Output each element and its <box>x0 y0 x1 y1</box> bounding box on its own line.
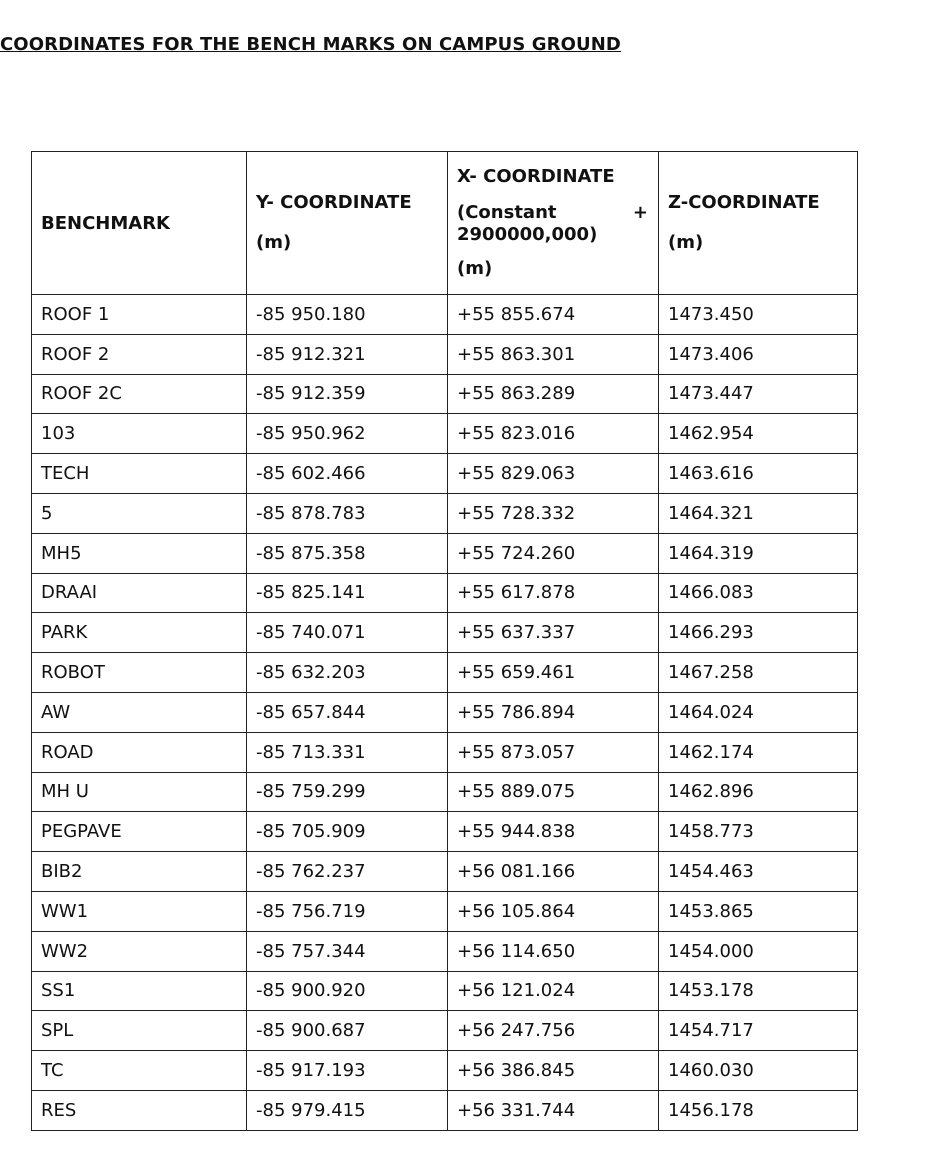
table-row <box>32 772 858 812</box>
table-row <box>32 931 858 971</box>
cell-y-coordinate: -85 632.203 <box>247 653 448 693</box>
cell-x-coordinate: +55 863.289 <box>448 374 659 414</box>
cell-y-coordinate: -85 657.844 <box>247 692 448 732</box>
cell-y-coordinate: -85 875.358 <box>247 533 448 573</box>
cell-z-coordinate: 1464.321 <box>659 493 858 533</box>
table-row <box>32 692 858 732</box>
cell-z-coordinate: 1464.319 <box>659 533 858 573</box>
table-row <box>32 493 858 533</box>
header-z-coordinate: Z-COORDINATE (m) <box>659 152 858 295</box>
cell-x-coordinate: +55 873.057 <box>448 732 659 772</box>
table-row <box>32 971 858 1011</box>
cell-y-coordinate: -85 900.687 <box>247 1011 448 1051</box>
cell-z-coordinate: 1454.717 <box>659 1011 858 1051</box>
cell-x-coordinate: +56 081.166 <box>448 852 659 892</box>
cell-z-coordinate: 1454.000 <box>659 931 858 971</box>
cell-benchmark: WW2 <box>32 931 247 971</box>
header-x-coordinate: X- COORDINATE (Constant + 2900000,000) (m) <box>448 152 659 295</box>
cell-benchmark: ROOF 1 <box>32 295 247 335</box>
cell-x-coordinate: +55 786.894 <box>448 692 659 732</box>
table-row <box>32 1051 858 1091</box>
table-row <box>32 573 858 613</box>
cell-x-coordinate: +55 617.878 <box>448 573 659 613</box>
cell-benchmark: RES <box>32 1090 247 1130</box>
cell-x-coordinate: +55 889.075 <box>448 772 659 812</box>
cell-z-coordinate: 1462.896 <box>659 772 858 812</box>
cell-y-coordinate: -85 713.331 <box>247 732 448 772</box>
cell-z-coordinate: 1462.174 <box>659 732 858 772</box>
cell-x-coordinate: +55 855.674 <box>448 295 659 335</box>
cell-y-coordinate: -85 950.180 <box>247 295 448 335</box>
cell-benchmark: MH U <box>32 772 247 812</box>
cell-benchmark: SPL <box>32 1011 247 1051</box>
cell-benchmark: AW <box>32 692 247 732</box>
cell-benchmark: TC <box>32 1051 247 1091</box>
cell-y-coordinate: -85 950.962 <box>247 414 448 454</box>
document-title: COORDINATES FOR THE BENCH MARKS ON CAMPUS GROUND <box>0 34 621 55</box>
cell-z-coordinate: 1473.447 <box>659 374 858 414</box>
cell-x-coordinate: +56 105.864 <box>448 891 659 931</box>
table-row <box>32 533 858 573</box>
cell-benchmark: PEGPAVE <box>32 812 247 852</box>
cell-benchmark: 5 <box>32 493 247 533</box>
cell-y-coordinate: -85 740.071 <box>247 613 448 653</box>
cell-y-coordinate: -85 705.909 <box>247 812 448 852</box>
cell-benchmark: SS1 <box>32 971 247 1011</box>
table-row <box>32 852 858 892</box>
cell-z-coordinate: 1467.258 <box>659 653 858 693</box>
cell-y-coordinate: -85 825.141 <box>247 573 448 613</box>
cell-x-coordinate: +55 944.838 <box>448 812 659 852</box>
cell-z-coordinate: 1466.083 <box>659 573 858 613</box>
cell-x-coordinate: +56 114.650 <box>448 931 659 971</box>
cell-y-coordinate: -85 762.237 <box>247 852 448 892</box>
cell-z-coordinate: 1464.024 <box>659 692 858 732</box>
cell-z-coordinate: 1460.030 <box>659 1051 858 1091</box>
table-row <box>32 1090 858 1130</box>
cell-z-coordinate: 1473.450 <box>659 295 858 335</box>
header-y-coordinate: Y- COORDINATE (m) <box>247 152 448 295</box>
cell-z-coordinate: 1473.406 <box>659 334 858 374</box>
cell-benchmark: ROAD <box>32 732 247 772</box>
cell-z-coordinate: 1453.865 <box>659 891 858 931</box>
cell-z-coordinate: 1466.293 <box>659 613 858 653</box>
cell-x-coordinate: +56 121.024 <box>448 971 659 1011</box>
table-row <box>32 454 858 494</box>
cell-y-coordinate: -85 759.299 <box>247 772 448 812</box>
cell-y-coordinate: -85 917.193 <box>247 1051 448 1091</box>
table-row <box>32 1011 858 1051</box>
table-row <box>32 295 858 335</box>
cell-z-coordinate: 1453.178 <box>659 971 858 1011</box>
cell-x-coordinate: +55 829.063 <box>448 454 659 494</box>
cell-z-coordinate: 1456.178 <box>659 1090 858 1130</box>
header-benchmark: BENCHMARK <box>32 152 247 295</box>
cell-z-coordinate: 1454.463 <box>659 852 858 892</box>
cell-y-coordinate: -85 912.359 <box>247 374 448 414</box>
cell-benchmark: PARK <box>32 613 247 653</box>
cell-benchmark: MH5 <box>32 533 247 573</box>
table-row <box>32 334 858 374</box>
table-row <box>32 613 858 653</box>
cell-x-coordinate: +55 728.332 <box>448 493 659 533</box>
cell-y-coordinate: -85 912.321 <box>247 334 448 374</box>
cell-z-coordinate: 1462.954 <box>659 414 858 454</box>
cell-z-coordinate: 1458.773 <box>659 812 858 852</box>
cell-x-coordinate: +56 247.756 <box>448 1011 659 1051</box>
cell-benchmark: 103 <box>32 414 247 454</box>
cell-x-coordinate: +55 863.301 <box>448 334 659 374</box>
cell-benchmark: ROOF 2 <box>32 334 247 374</box>
table-row <box>32 732 858 772</box>
cell-x-coordinate: +56 386.845 <box>448 1051 659 1091</box>
cell-x-coordinate: +55 823.016 <box>448 414 659 454</box>
cell-benchmark: ROBOT <box>32 653 247 693</box>
cell-benchmark: WW1 <box>32 891 247 931</box>
cell-benchmark: DRAAI <box>32 573 247 613</box>
cell-y-coordinate: -85 602.466 <box>247 454 448 494</box>
cell-y-coordinate: -85 979.415 <box>247 1090 448 1130</box>
cell-z-coordinate: 1463.616 <box>659 454 858 494</box>
cell-benchmark: ROOF 2C <box>32 374 247 414</box>
table-row <box>32 653 858 693</box>
benchmark-table <box>31 151 858 1131</box>
cell-x-coordinate: +55 724.260 <box>448 533 659 573</box>
cell-x-coordinate: +55 659.461 <box>448 653 659 693</box>
cell-y-coordinate: -85 878.783 <box>247 493 448 533</box>
cell-x-coordinate: +56 331.744 <box>448 1090 659 1130</box>
table-row <box>32 891 858 931</box>
table-row <box>32 374 858 414</box>
cell-y-coordinate: -85 757.344 <box>247 931 448 971</box>
cell-y-coordinate: -85 900.920 <box>247 971 448 1011</box>
table-row <box>32 414 858 454</box>
cell-y-coordinate: -85 756.719 <box>247 891 448 931</box>
header-row <box>32 152 858 295</box>
cell-x-coordinate: +55 637.337 <box>448 613 659 653</box>
table-row <box>32 812 858 852</box>
cell-benchmark: TECH <box>32 454 247 494</box>
cell-benchmark: BIB2 <box>32 852 247 892</box>
